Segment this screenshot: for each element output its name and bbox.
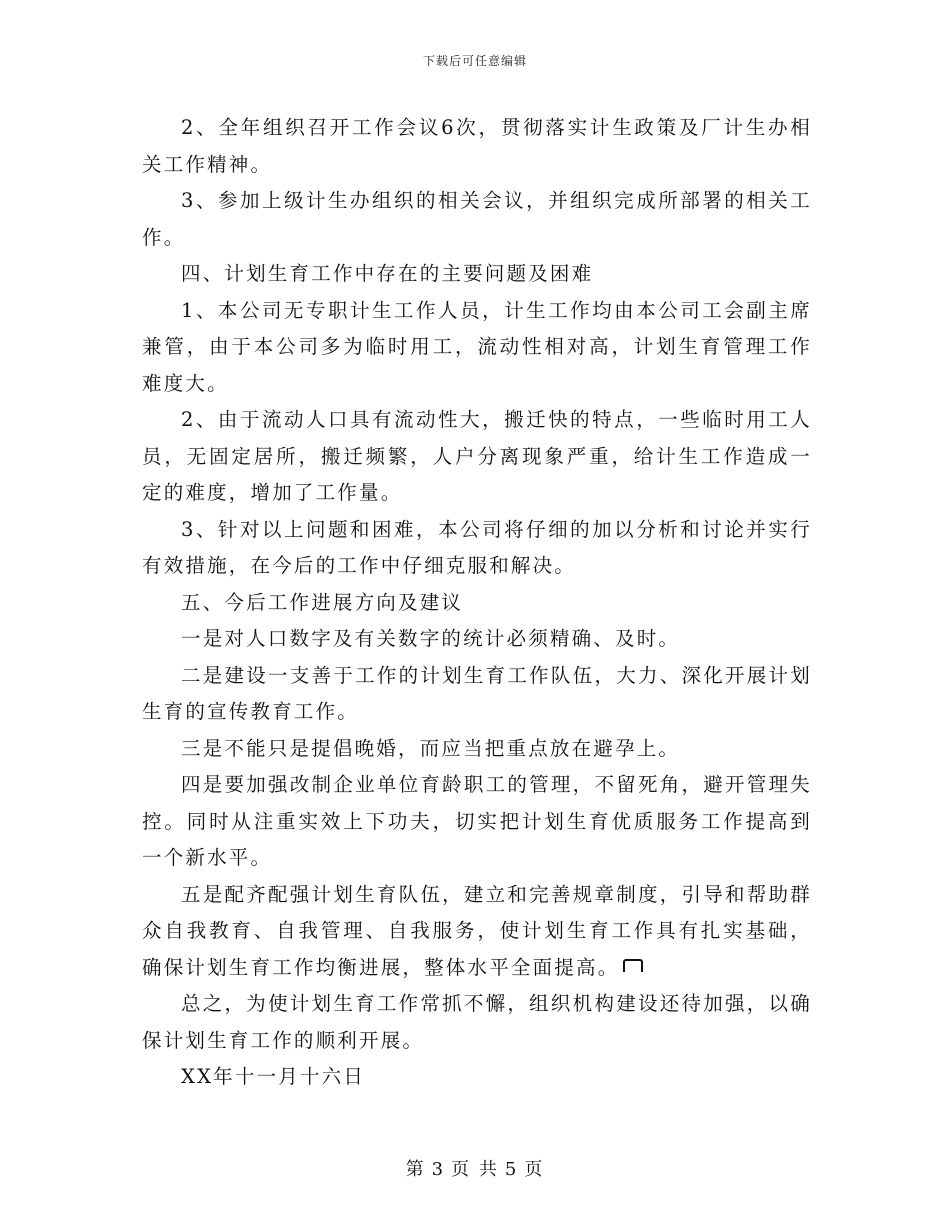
paragraph-suggestion-3: 三是不能只是提倡晚婚，而应当把重点放在避孕上。 xyxy=(181,736,681,760)
footer-current-page: 3 xyxy=(431,1159,446,1180)
document-body xyxy=(142,110,812,1096)
paragraph-meetings: 2、全年组织召开工作会议6次，贯彻落实计生政策及厂计生办相关工作精神。 xyxy=(142,116,812,176)
paragraph-problem-1: 1、本公司无专职计生工作人员，计生工作均由本公司工会副主席兼管，由于本公司多为临时用工，流动性相对高，计划生育管理工作难度大。 xyxy=(142,298,812,395)
section-heading-suggestions: 五、今后工作进展方向及建议 xyxy=(181,590,464,614)
page-number-footer xyxy=(0,1155,950,1181)
paragraph-problem-2: 2、由于流动人口具有流动性大，搬迁快的特点，一些临时用工人员，无固定居所，搬迁频繁，人户分离现象严重，给计生工作造成一定的难度，增加了工作量。 xyxy=(142,408,812,504)
document-date: XX年十一月十六日 xyxy=(181,1065,366,1088)
paragraph-suggestion-1: 一是对人口数字及有关数字的统计必须精确、及时。 xyxy=(181,627,681,650)
section-heading-problems: 四、计划生育工作中存在的主要问题及困难 xyxy=(181,262,594,285)
footer-middle: 页 共 xyxy=(451,1159,499,1180)
footer-prefix: 第 xyxy=(405,1159,426,1180)
paragraph-suggestion-5: 五是配齐配强计划生育队伍，建立和完善规章制度，引导和帮助群众自我教育、自我管理、自我服务，使计划生育工作具有扎实基础，确保计划生育工作均衡进展，整体水平全面提高。 xyxy=(142,882,812,979)
paragraph-superior-meetings: 3、参加上级计生办组织的相关会议，并组织完成所部署的相关工作。 xyxy=(142,189,812,249)
page-header-note: 下载后可任意编辑 xyxy=(422,54,527,68)
paragraph-conclusion: 总之，为使计划生育工作常抓不懈，组织机构建设还待加强，以确保计划生育工作的顺利开展。 xyxy=(142,992,812,1052)
text-cursor-mark xyxy=(623,959,643,972)
paragraph-suggestion-2: 二是建设一支善于工作的计划生育工作队伍，大力、深化开展计划生育的宣传教育工作。 xyxy=(142,663,812,723)
paragraph-suggestion-5-wrapper xyxy=(142,877,812,987)
paragraph-problem-3: 3、针对以上问题和困难，本公司将仔细的加以分析和讨论并实行有效措施，在今后的工作中仔细克服和解决。 xyxy=(142,517,812,577)
paragraph-suggestion-4: 四是要加强改制企业单位育龄职工的管理，不留死角，避开管理失控。同时从注重实效上下功夫，切实把计划生育优质服务工作提高到一个新水平。 xyxy=(142,773,812,869)
footer-suffix: 页 xyxy=(524,1159,545,1180)
footer-total-pages: 5 xyxy=(504,1159,519,1180)
